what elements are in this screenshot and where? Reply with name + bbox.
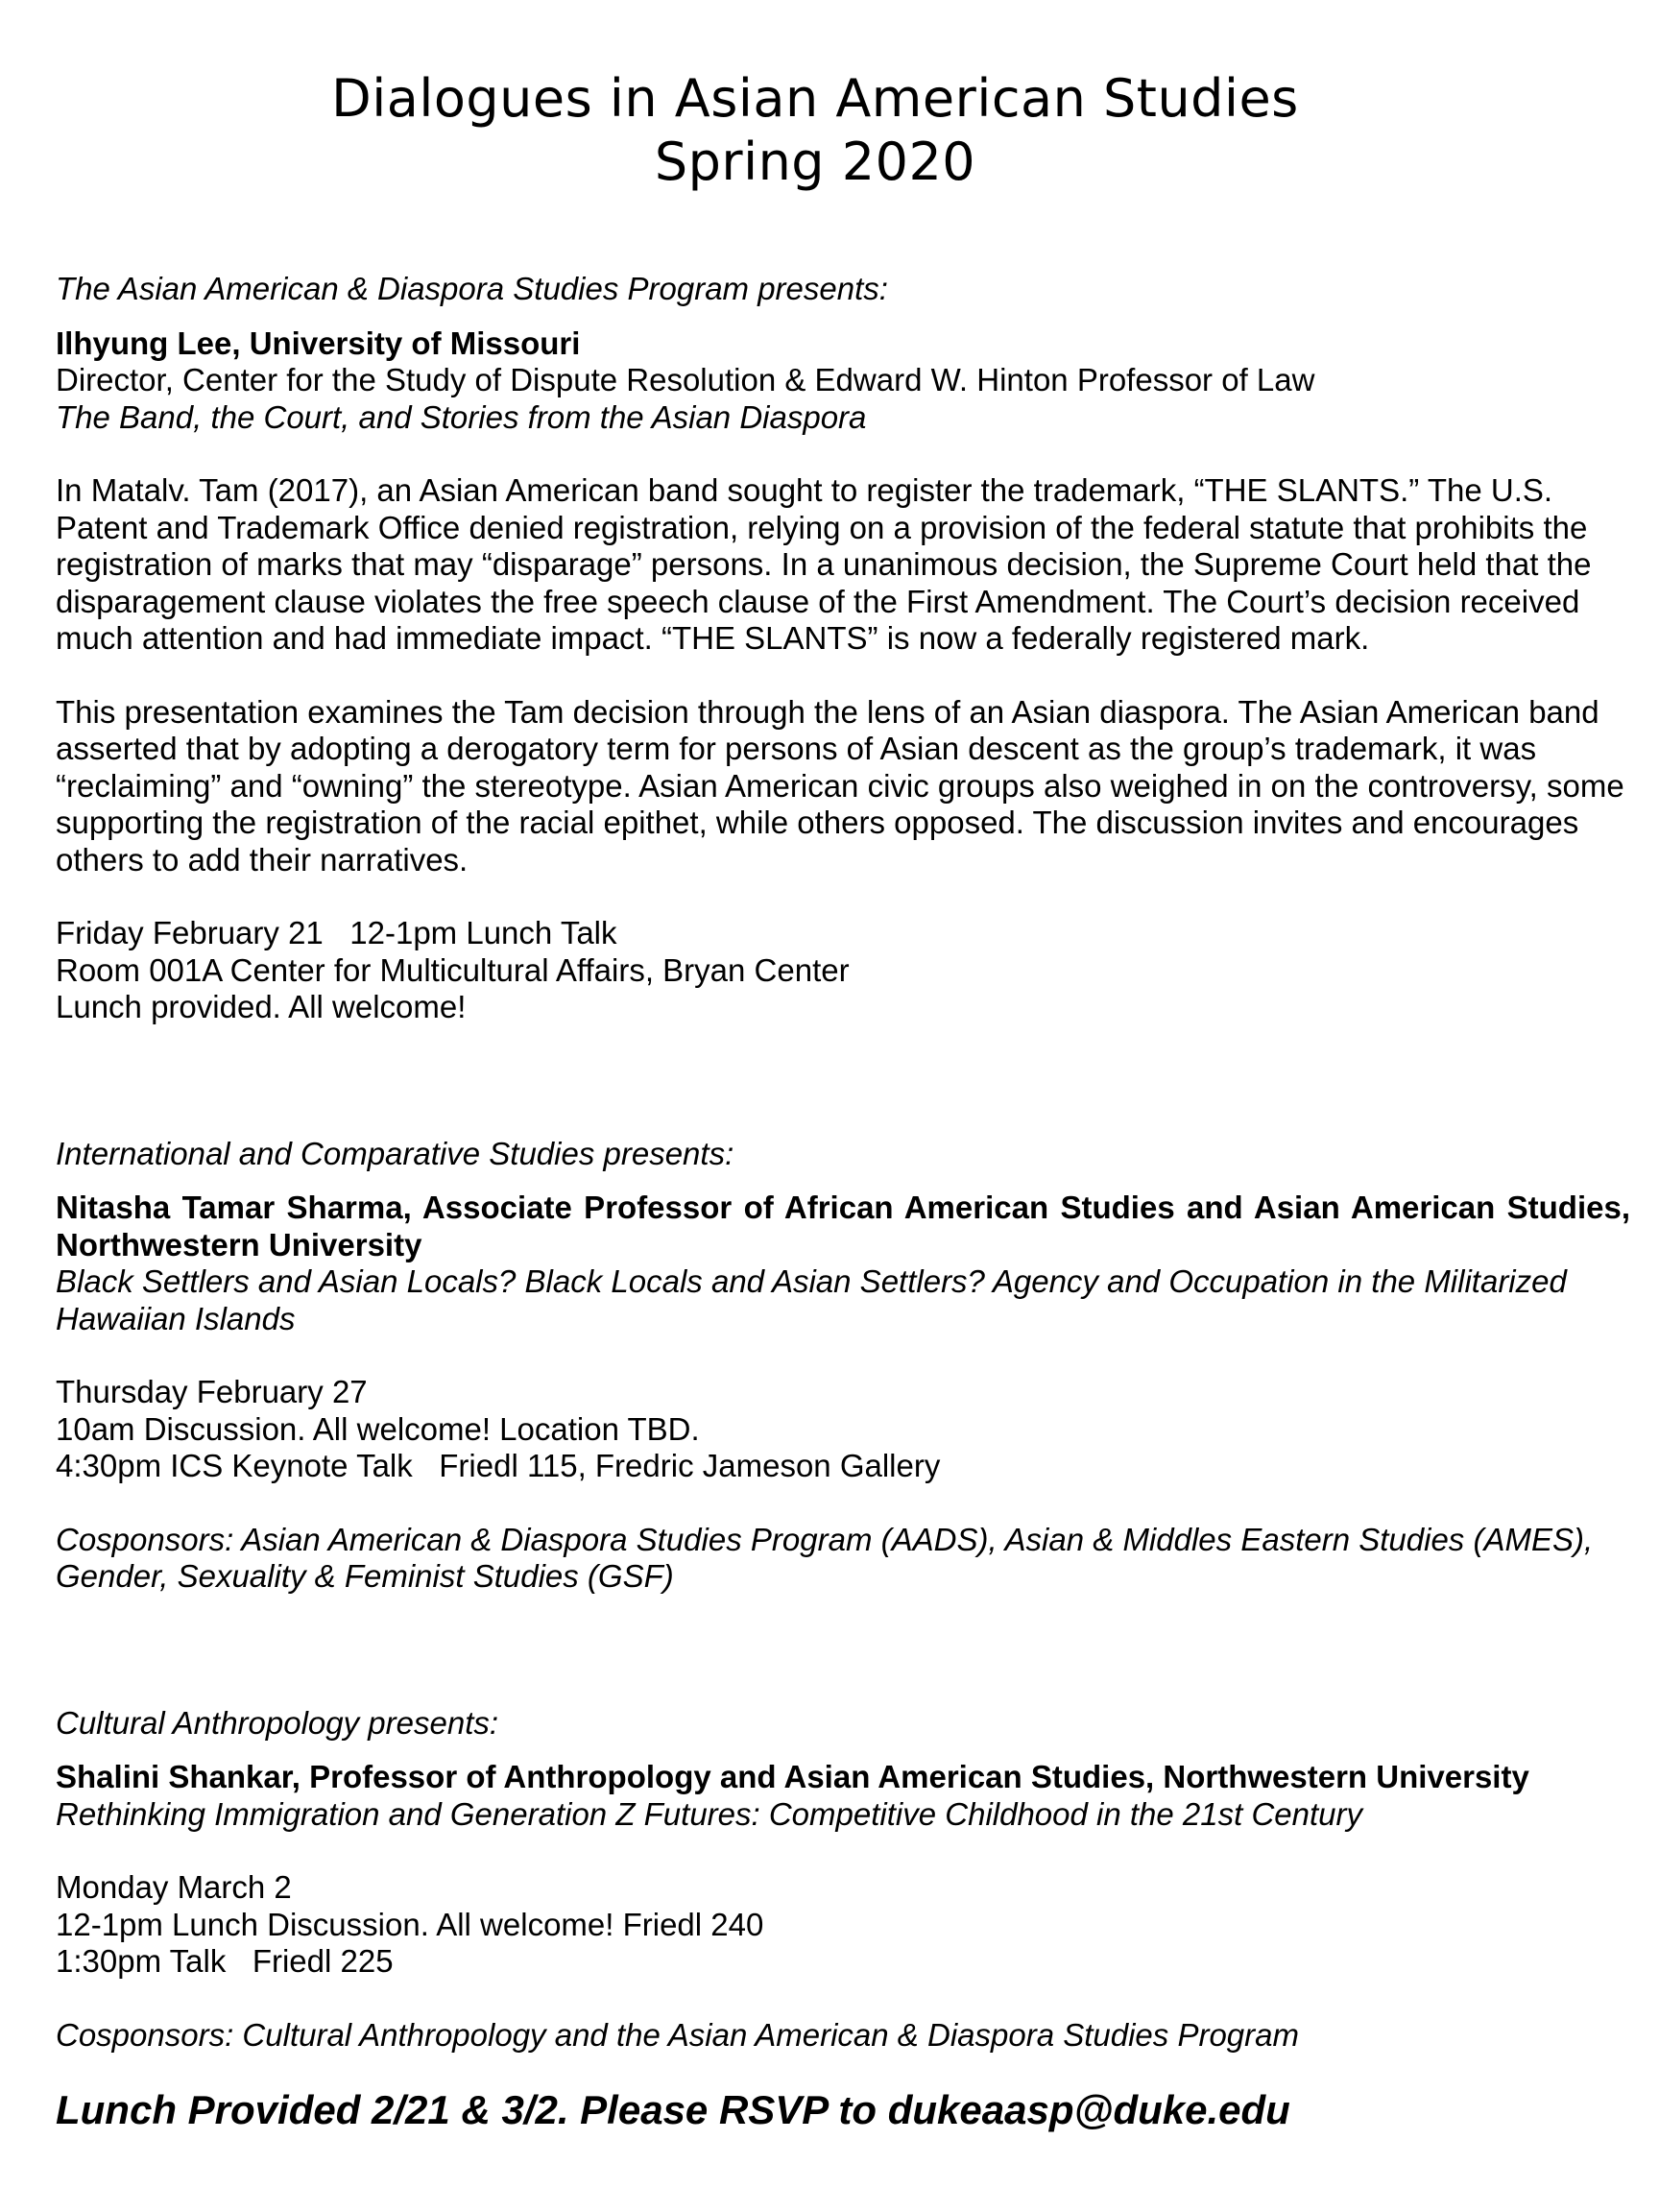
title-line-1: Dialogues in Asian American Studies [331,68,1299,129]
rsvp-footer: Lunch Provided 2/21 & 3/2. Please RSVP to dukeaasp@duke.edu [56,2087,1290,2132]
event-3-talk-title: Rethinking Immigration and Generation Z Futures: Competitive Childhood in the 21st Century [56,1795,1363,1832]
event-2-cosponsors: Cosponsors: Asian American & Diaspora Studies Program (AADS), Asian & Middles Eastern Studies (AMES), Gender, Sexuality & Feminist Studies (GSF) [56,1521,1594,1594]
event-1-talk-title: The Band, the Court, and Stories from the Asian Diaspora [56,398,867,435]
event-3-date: Monday March 2 [56,1869,292,1905]
event-2-schedule-line-1: 10am Discussion. All welcome! Location TBD. [56,1410,700,1447]
event-3-schedule-line-2: 1:30pm Talk Friedl 225 [56,1943,394,1979]
event-3-section [56,1705,1630,2055]
event-3-cosponsors: Cosponsors: Cultural Anthropology and the Asian American & Diaspora Studies Program [56,2016,1299,2053]
event-2-date: Thursday February 27 [56,1374,368,1409]
event-2-talk-title: Black Settlers and Asian Locals? Black Locals and Asian Settlers? Agency and Occupation in the Militarized Hawaiian Islands [56,1263,1567,1336]
event-1-paragraph-2: This presentation examines the Tam decision through the lens of an Asian diaspora. The Asian American band asserted that by adopting a derogatory term for persons of Asian descent as the group’s trademark, it was “reclaiming” and “owning” the stereotype. Asian American civic groups also weighed in on the controversy, some supporting the registration of the racial epithet, while others opposed. The discussion invites and encourages others to add their narratives. [56,693,1624,878]
flyer-page [56,67,1630,2134]
event-1-section [56,271,1630,1026]
event-1-position: Director, Center for the Study of Dispute Resolution & Edward W. Hinton Professor of Law [56,362,1315,397]
title-line-2: Spring 2020 [654,132,976,192]
event-1-note: Lunch provided. All welcome! [56,989,467,1024]
event-1-presenter-intro: The Asian American & Diaspora Studies Program presents: [56,271,888,306]
event-2-speaker: Nitasha Tamar Sharma, Associate Professor of African American Studies and Asian American Studies, Northwestern University [56,1190,1630,1262]
event-1-location: Room 001A Center for Multicultural Affairs, Bryan Center [56,951,850,988]
event-3-schedule-line-1: 12-1pm Lunch Discussion. All welcome! Friedl 240 [56,1906,764,1942]
event-1-paragraph-1: In Matalv. Tam (2017), an Asian American band sought to register the trademark, “THE SLANTS.” The U.S. Patent and Trademark Office denied registration, relying on a provision of the federal statute that prohibits the registration of marks that may “disparage” persons. In a unanimous decision, the Supreme Court held that the disparagement clause violates the free speech clause of the First Amendment. The Court’s decision received much attention and had immediate impact. “THE SLANTS” is now a federally registered mark. [56,472,1592,656]
event-1-date-time: Friday February 21 12-1pm Lunch Talk [56,915,617,950]
page-title [0,67,1575,194]
event-2-section [56,1136,1630,1596]
event-3-presenter-intro: Cultural Anthropology presents: [56,1704,499,1741]
event-1-speaker: Ilhyung Lee, University of Missouri [56,325,581,361]
event-2-presenter-intro: International and Comparative Studies presents: [56,1135,734,1171]
event-3-speaker: Shalini Shankar, Professor of Anthropology and Asian American Studies, Northwestern University [56,1759,1529,1794]
event-2-schedule-line-2: 4:30pm ICS Keynote Talk Friedl 115, Fredric Jameson Gallery [56,1448,941,1483]
